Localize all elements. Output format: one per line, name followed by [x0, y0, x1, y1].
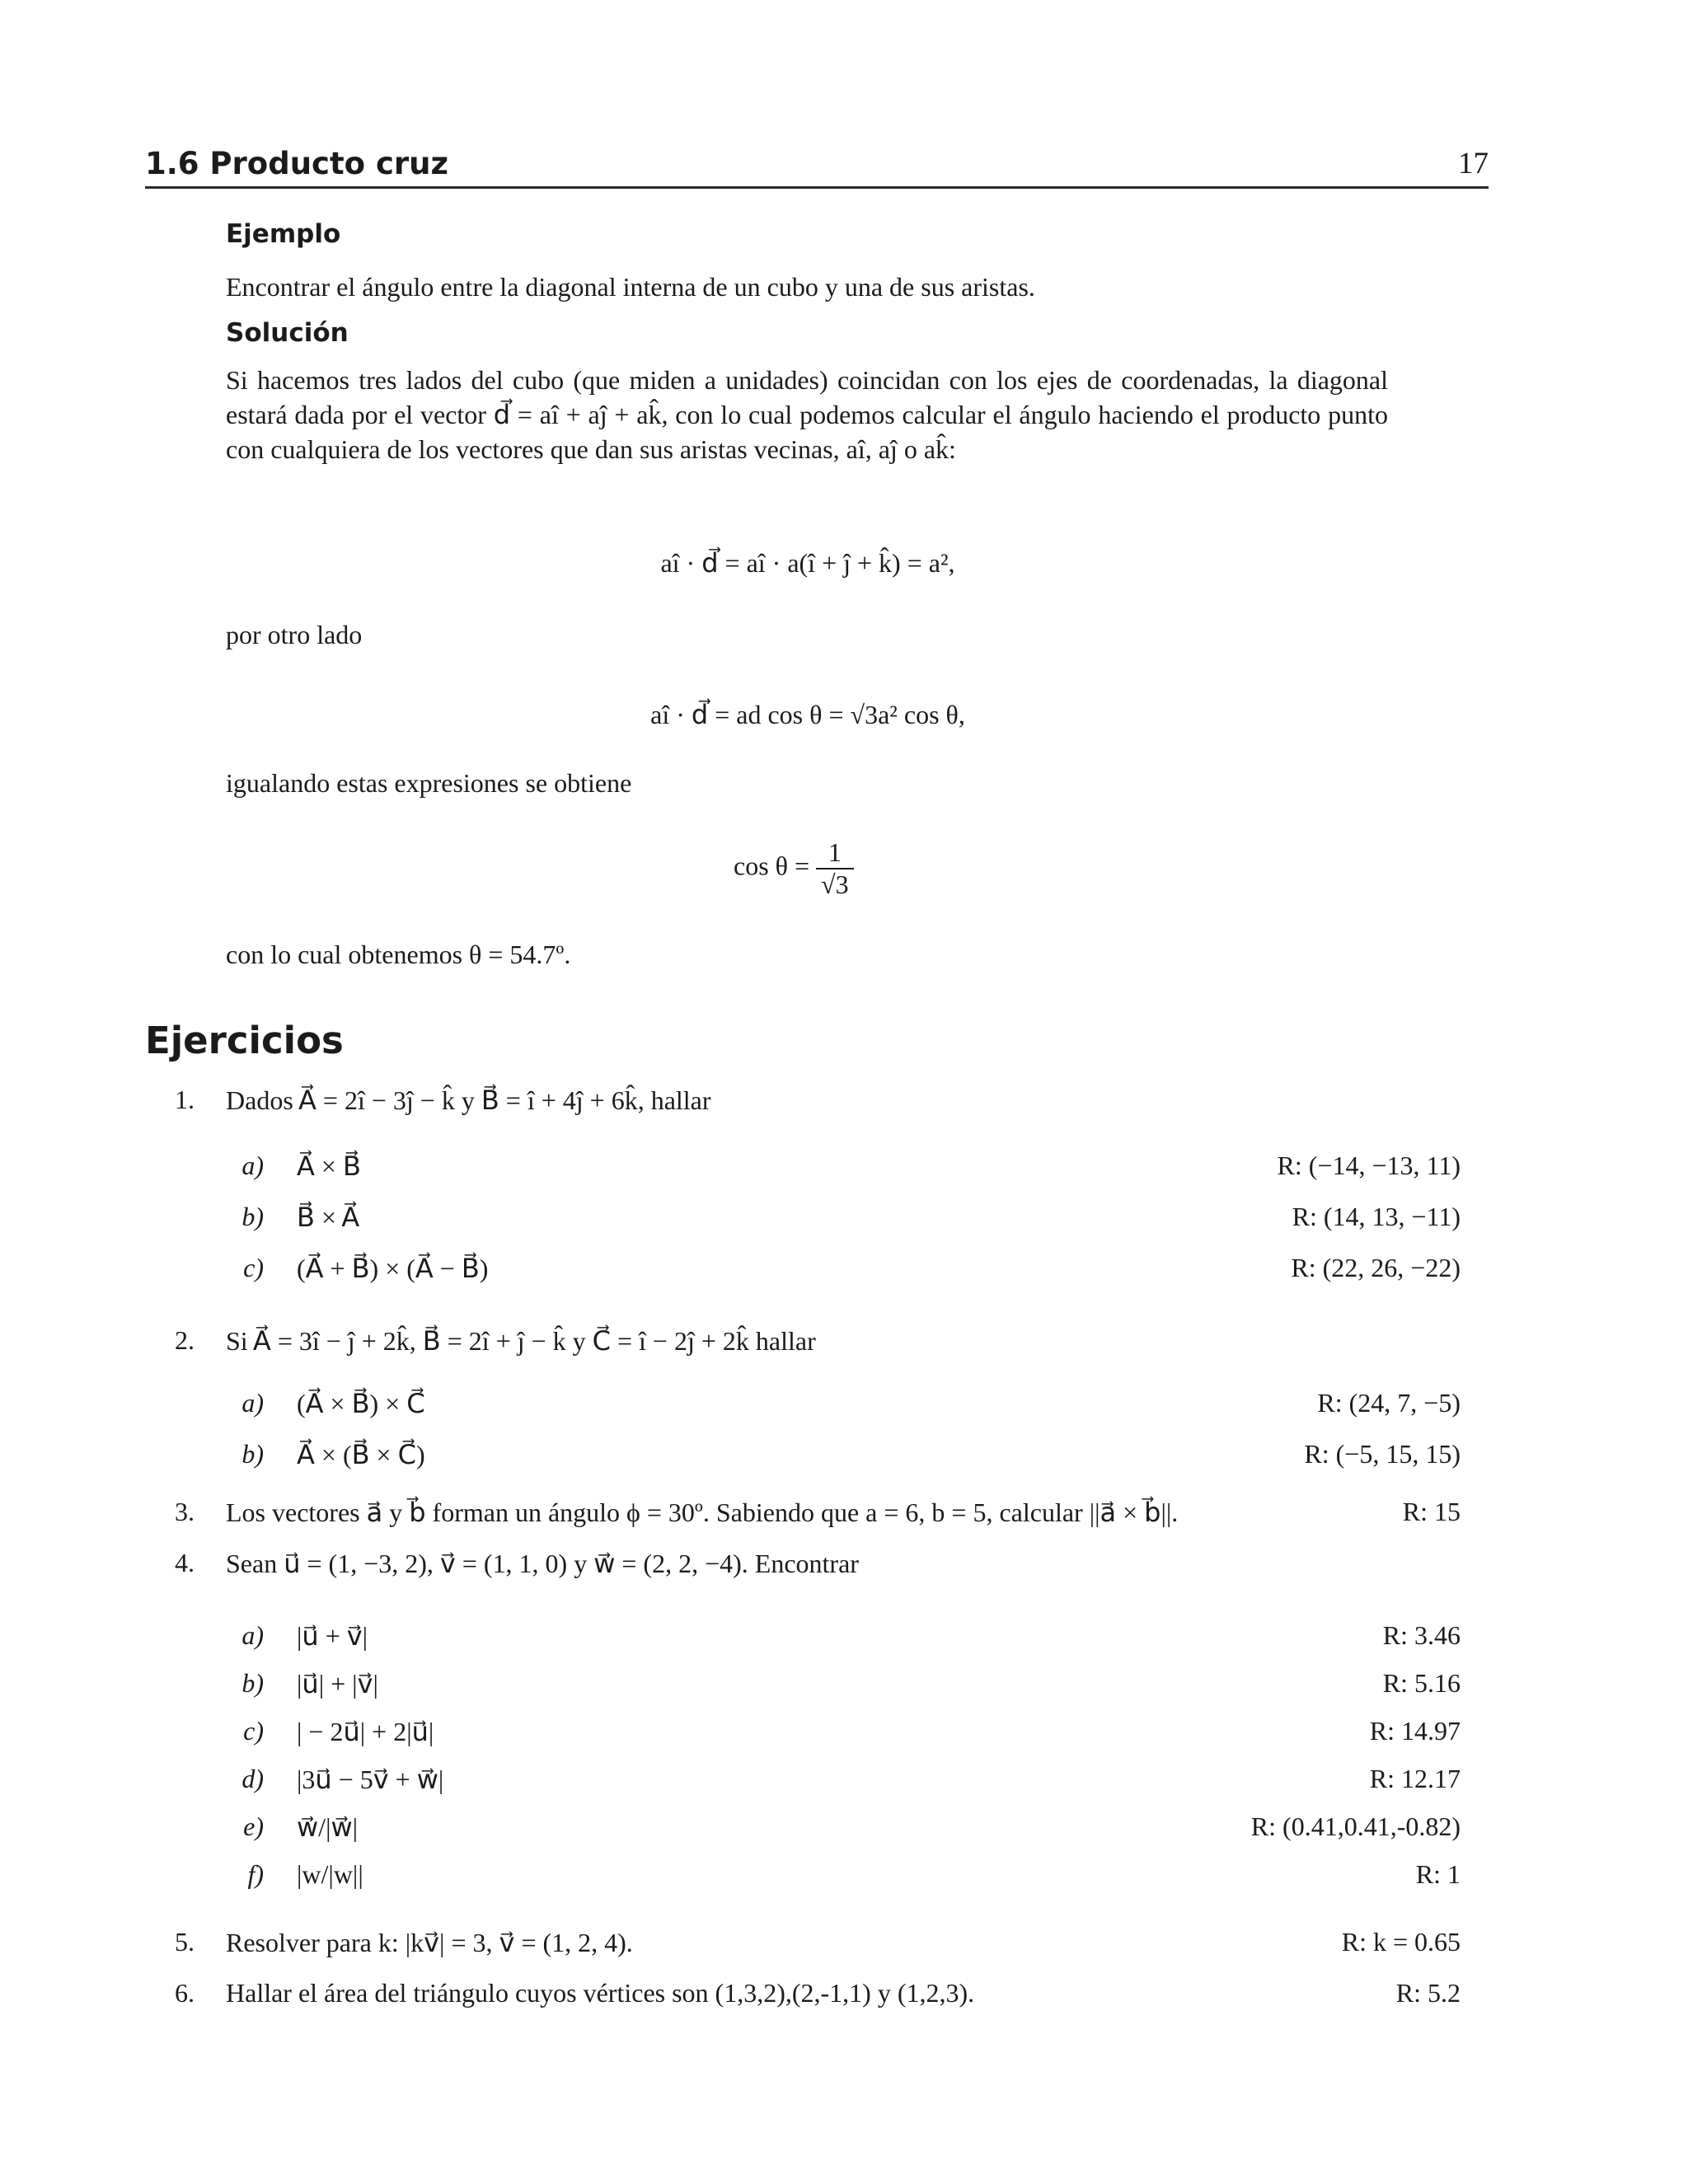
solution-paragraph: Si hacemos tres lados del cubo (que miden a unidades) coincidan con los ejes de coordenadas, la diagonal estará dada por el vector d⃗ = aî + aĵ + ak̂, con lo cual podemos calcular el ángulo haciendo el producto punto con cualquiera de los vectores que dan sus aristas vecinas, aî, aĵ o ak̂:	[226, 365, 1388, 464]
equation-2: aî · d⃗ = ad cos θ = √3a² cos θ,	[650, 700, 965, 729]
exercise-1c-answer: R: (22, 26, −22)	[1291, 1253, 1461, 1282]
exercise-4e-expr: w⃗/|w⃗|	[297, 1812, 359, 1842]
exercise-4-number: 4.	[175, 1548, 195, 1577]
exercise-4d-letter: d)	[241, 1764, 264, 1793]
text-igualando: igualando estas expresiones se obtiene	[226, 768, 632, 798]
fraction-denominator: √3	[816, 868, 854, 900]
running-header	[145, 140, 1489, 189]
text-por-otro-lado: por otro lado	[226, 620, 363, 649]
fraction	[816, 837, 854, 900]
conclusion-text: con lo cual obtenemos θ = 54.7º.	[226, 940, 571, 969]
exercise-2-number: 2.	[175, 1325, 195, 1355]
exercise-5-text: Resolver para k: |kv⃗| = 3, v⃗ = (1, 2, 4).	[226, 1928, 633, 1957]
exercise-1a-letter: a)	[241, 1151, 264, 1180]
exercise-2a-expr: (A⃗ × B⃗) × C⃗	[297, 1389, 425, 1418]
exercise-1-text: Dados A⃗ = 2î − 3ĵ − k̂ y B⃗ = î + 4ĵ + 6k̂, hallar	[226, 1085, 711, 1115]
exercise-1a-answer: R: (−14, −13, 11)	[1277, 1151, 1461, 1180]
exercise-4c-letter: c)	[243, 1716, 264, 1746]
exercise-2b-answer: R: (−5, 15, 15)	[1304, 1439, 1461, 1469]
fraction-numerator: 1	[828, 837, 842, 867]
exercise-5-number: 5.	[175, 1927, 195, 1957]
exercise-3-number: 3.	[175, 1497, 195, 1526]
exercise-4e-letter: e)	[243, 1811, 264, 1841]
exercise-4b-answer: R: 5.16	[1382, 1668, 1461, 1698]
exercise-2b-expr: A⃗ × (B⃗ × C⃗)	[297, 1440, 425, 1469]
exercise-3-text: Los vectores a⃗ y b⃗ forman un ángulo ϕ = 30º. Sabiendo que a = 6, b = 5, calcular ||a⃗ × b⃗||.	[226, 1497, 1179, 1527]
exercise-4c-answer: R: 14.97	[1369, 1716, 1461, 1746]
equation-3	[734, 837, 898, 900]
exercise-6-text: Hallar el área del triángulo cuyos vértices son (1,3,2),(2,-1,1) y (1,2,3).	[226, 1978, 975, 2008]
exercise-4a-expr: |u⃗ + v⃗|	[297, 1621, 368, 1651]
exercise-4f-answer: R: 1	[1415, 1859, 1461, 1889]
exercise-4a-letter: a)	[241, 1620, 264, 1650]
exercise-4f-expr: |w/|w||	[297, 1859, 363, 1889]
exercise-6-answer: R: 5.2	[1395, 1978, 1461, 2008]
exercise-1b-letter: b)	[241, 1202, 264, 1231]
exercise-4d-answer: R: 12.17	[1369, 1764, 1461, 1793]
exercise-4b-letter: b)	[241, 1668, 264, 1698]
exercise-6-number: 6.	[175, 1978, 195, 2008]
exercise-2-text: Si A⃗ = 3î − ĵ + 2k̂, B⃗ = 2î + ĵ − k̂ y C⃗ = î − 2ĵ + 2k̂ hallar	[226, 1326, 816, 1356]
exercise-3-answer: R: 15	[1402, 1497, 1461, 1526]
exercise-2b-letter: b)	[241, 1439, 264, 1469]
page-number: 17	[1458, 147, 1489, 180]
exercise-4c-expr: | − 2u⃗| + 2|u⃗|	[297, 1717, 434, 1746]
example-label: Ejemplo	[226, 219, 341, 249]
exercise-1a-expr: A⃗ × B⃗	[297, 1151, 361, 1181]
exercises-heading: Ejercicios	[145, 1019, 344, 1062]
exercise-1c-expr: (A⃗ + B⃗) × (A⃗ − B⃗)	[297, 1254, 489, 1283]
exercise-4d-expr: |3u⃗ − 5v⃗ + w⃗|	[297, 1765, 444, 1794]
solution-label: Solución	[226, 318, 349, 348]
equation-1: aî · d⃗ = aî · a(î + ĵ + k̂) = a²,	[660, 548, 955, 578]
exercise-2a-answer: R: (24, 7, −5)	[1317, 1388, 1461, 1418]
exercise-4-text: Sean u⃗ = (1, −3, 2), v⃗ = (1, 1, 0) y w⃗ = (2, 2, −4). Encontrar	[226, 1549, 859, 1578]
exercise-2a-letter: a)	[241, 1388, 264, 1418]
exercise-5-answer: R: k = 0.65	[1341, 1927, 1461, 1957]
exercise-4a-answer: R: 3.46	[1382, 1620, 1461, 1650]
exercise-1b-expr: B⃗ × A⃗	[297, 1202, 360, 1232]
exercise-4b-expr: |u⃗| + |v⃗|	[297, 1669, 378, 1699]
exercise-1b-answer: R: (14, 13, −11)	[1292, 1202, 1461, 1231]
example-statement: Encontrar el ángulo entre la diagonal interna de un cubo y una de sus aristas.	[226, 272, 1035, 302]
exercise-1c-letter: c)	[243, 1253, 264, 1282]
section-heading: 1.6 Producto cruz	[145, 146, 449, 181]
exercise-4f-letter: f)	[247, 1859, 264, 1889]
equation-3-lhs: cos θ =	[734, 851, 810, 881]
exercise-1-number: 1.	[175, 1085, 195, 1114]
exercise-4e-answer: R: (0.41,0.41,-0.82)	[1250, 1811, 1461, 1841]
